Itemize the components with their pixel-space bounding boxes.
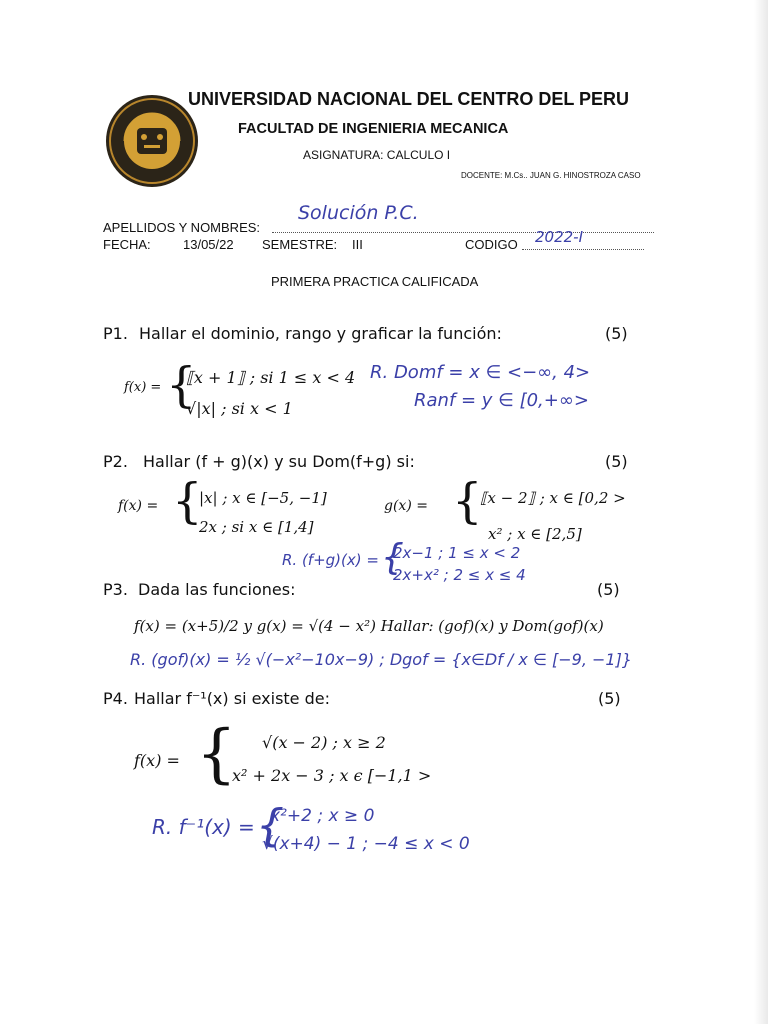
course-name: ASIGNATURA: CALCULO I xyxy=(303,148,451,162)
p2-answer-brace: { xyxy=(381,537,404,578)
p4-case-1: √(x − 2) ; x ≥ 2 xyxy=(262,733,386,752)
names-label: APELLIDOS Y NOMBRES: xyxy=(103,220,261,235)
code-handwritten-value: 2022-I xyxy=(535,228,584,246)
p1-case-2: √|x| ; si x < 1 xyxy=(186,399,293,418)
p4-answer-case-1: x²+2 ; x ≥ 0 xyxy=(270,806,375,826)
p4-function-lhs: f(x) = xyxy=(134,751,180,770)
p4-answer-brace: { xyxy=(256,800,284,851)
university-seal-logo xyxy=(104,93,200,189)
p2-label: P2. xyxy=(103,452,128,471)
p4-answer-lhs: R. f⁻¹(x) = xyxy=(152,815,255,839)
p2-g-case-2: x² ; x ∈ [2,5] xyxy=(488,525,582,543)
p3-answer: R. (gof)(x) = ½ √(−x²−10x−9) ; Dgof = {x∈Df / x ∈ [−9, −1]} xyxy=(130,650,632,669)
p2-f-brace: { xyxy=(172,473,203,529)
teacher-name: DOCENTE: M.Cs.. JUAN G. HINOSTROZA CASO xyxy=(461,171,641,180)
p4-case-2: x² + 2x − 3 ; x ϵ [−1,1 > xyxy=(232,766,432,785)
names-dotted-line xyxy=(272,232,654,233)
p1-points: (5) xyxy=(605,324,628,343)
date-label: FECHA: xyxy=(103,237,151,252)
p1-function-lhs: f(x) = xyxy=(124,380,162,395)
p4-answer-case-2: √(x+4) − 1 ; −4 ≤ x < 0 xyxy=(262,834,470,854)
p4-points: (5) xyxy=(598,689,621,708)
names-handwritten-value: Solución P.C. xyxy=(298,202,419,224)
p2-answer-lhs: R. (f+g)(x) = xyxy=(282,551,379,569)
p4-brace: { xyxy=(196,717,237,791)
p3-label: P3. xyxy=(103,580,128,599)
scan-page-edge xyxy=(754,0,768,1024)
p2-answer-case-2: 2x+x² ; 2 ≤ x ≤ 4 xyxy=(393,566,526,584)
p2-text: Hallar (f + g)(x) y su Dom(f+g) si: xyxy=(143,452,415,471)
p2-f-case-1: |x| ; x ∈ [−5, −1] xyxy=(199,489,327,507)
semester-label: SEMESTRE: xyxy=(262,237,338,252)
p1-answer-domain: R. Domf = x ∈ <−∞, 4> xyxy=(370,362,591,383)
p2-g-brace: { xyxy=(452,473,483,529)
p1-case-1: ⟦x + 1⟧ ; si 1 ≤ x < 4 xyxy=(186,368,356,387)
p4-text: Hallar f⁻¹(x) si existe de: xyxy=(134,689,330,708)
p1-label: P1. xyxy=(103,324,128,343)
code-label: CODIGO xyxy=(465,237,518,252)
semester-value: III xyxy=(352,237,363,252)
exam-title: PRIMERA PRACTICA CALIFICADA xyxy=(271,274,479,289)
p3-statement: f(x) = (x+5)/2 y g(x) = √(4 − x²) Hallar: (gof)(x) y Dom(gof)(x) xyxy=(134,617,604,635)
university-title: UNIVERSIDAD NACIONAL DEL CENTRO DEL PERU xyxy=(188,89,630,109)
p2-points: (5) xyxy=(605,452,628,471)
p2-answer-case-1: 2x−1 ; 1 ≤ x < 2 xyxy=(393,544,521,562)
p2-f-case-2: 2x ; si x ∈ [1,4] xyxy=(199,518,314,536)
p2-g-case-1: ⟦x − 2⟧ ; x ∈ [0,2 > xyxy=(480,489,626,507)
code-dotted-line xyxy=(522,249,644,250)
p1-brace: { xyxy=(166,357,197,413)
p4-label: P4. xyxy=(103,689,128,708)
date-value: 13/05/22 xyxy=(183,237,234,252)
p2-g-lhs: g(x) = xyxy=(384,498,428,514)
p1-text: Hallar el dominio, rango y graficar la función: xyxy=(139,324,502,343)
p1-answer-range: Ranf = y ∈ [0,+∞> xyxy=(414,390,589,411)
p3-points: (5) xyxy=(597,580,620,599)
p2-f-lhs: f(x) = xyxy=(118,498,159,514)
faculty-title: FACULTAD DE INGENIERIA MECANICA xyxy=(238,121,509,137)
p3-text: Dada las funciones: xyxy=(138,580,296,599)
